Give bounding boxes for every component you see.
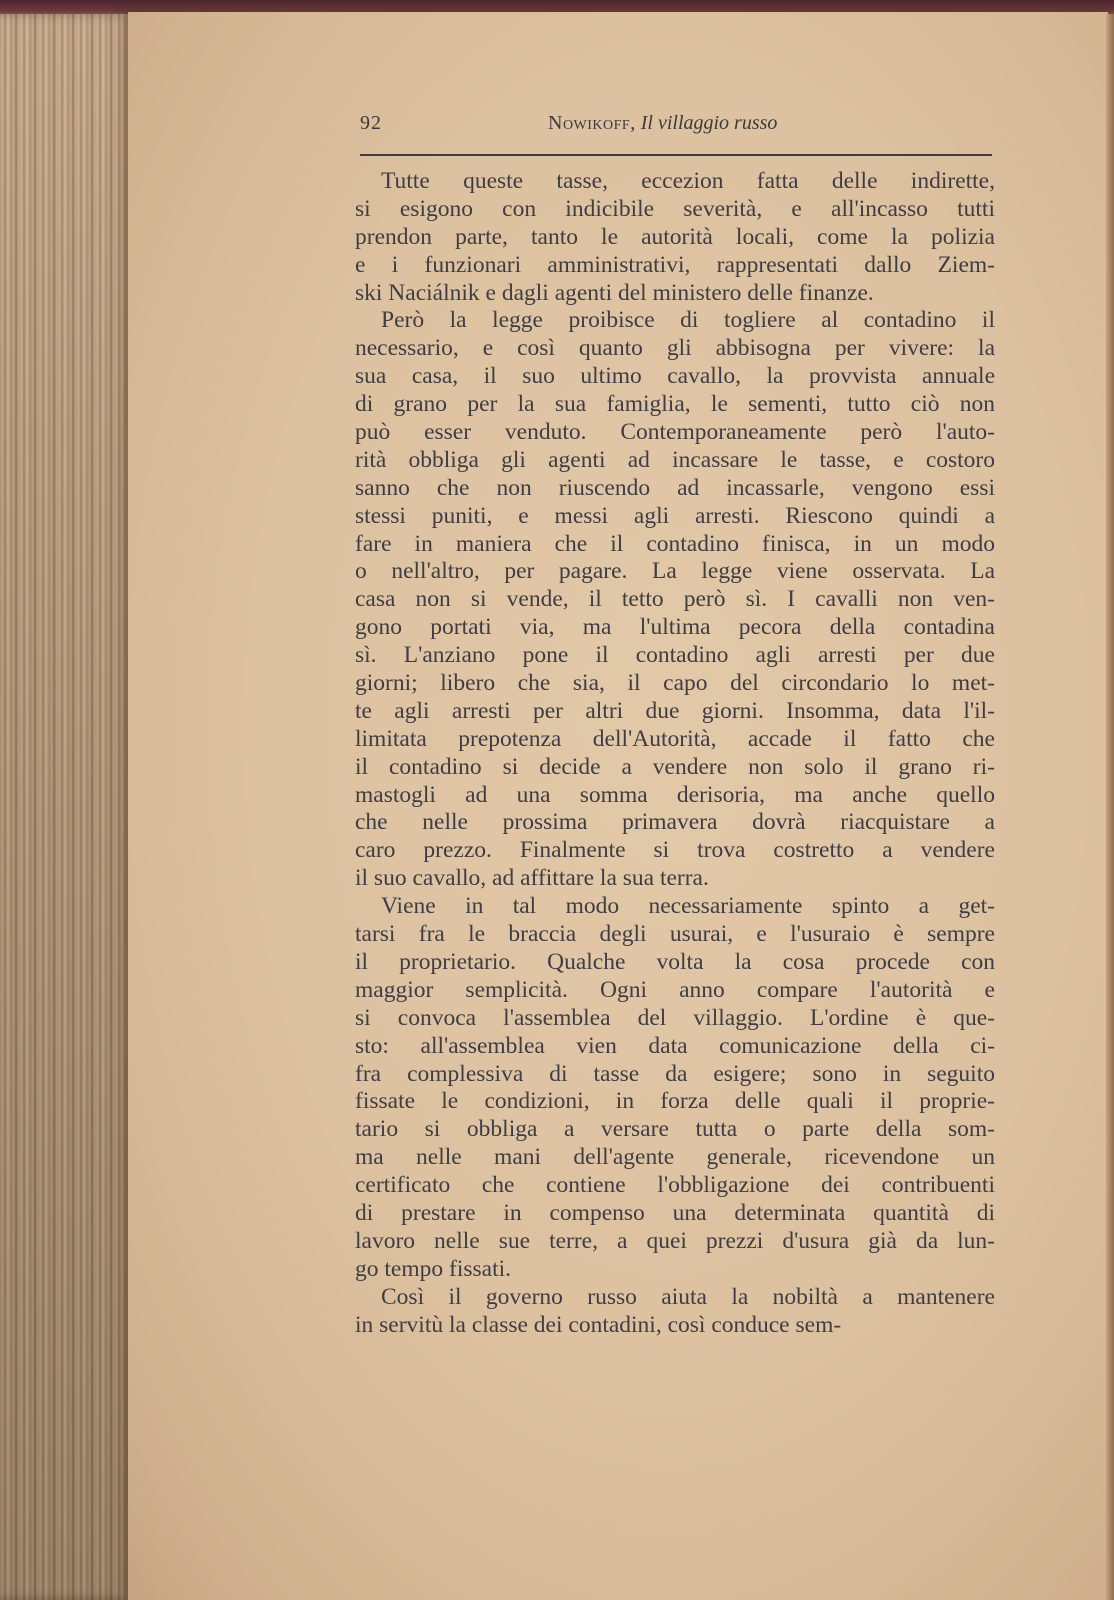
text-line: necessario, e così quanto gli abbisogna per vivere: la xyxy=(355,335,995,362)
text-line: sto: all'assemblea vien data comunicazione della ci- xyxy=(355,1032,995,1059)
text-line: casa non si vende, il tetto però sì. I cavalli non ven- xyxy=(355,586,995,613)
body-text xyxy=(355,168,995,1339)
text-line: e i funzionari amministrativi, rappresentati dallo Ziem- xyxy=(355,251,995,278)
text-line: ma nelle mani dell'agente generale, ricevendone un xyxy=(355,1144,995,1171)
text-line: tario si obbliga a versare tutta o parte della som- xyxy=(355,1116,995,1143)
text-line: giorni; libero che sia, il capo del circondario lo met- xyxy=(355,670,995,697)
text-line: Però la legge proibisce di togliere al contadino il xyxy=(381,307,995,334)
running-head xyxy=(548,112,777,135)
page-header xyxy=(360,108,990,138)
text-line: gono portati via, ma l'ultima pecora della contadina xyxy=(355,614,995,641)
text-line: mastogli ad una somma derisoria, ma anche quello xyxy=(355,781,995,808)
running-head-author: Nowikoff, xyxy=(548,112,636,134)
text-line: il contadino si decide a vendere non solo il grano ri- xyxy=(355,753,995,780)
text-line: caro prezzo. Finalmente si trova costretto a vendere xyxy=(355,837,995,864)
text-line: di grano per la sua famiglia, le sementi, tutto ciò non xyxy=(355,391,995,418)
text-line: sanno che non riuscendo ad incassarle, vengono essi xyxy=(355,474,995,501)
text-line: ski Naciálnik e dagli agenti del ministero delle finanze. xyxy=(355,279,874,306)
text-line: lavoro nelle sue terre, a quei prezzi d'usura già da lun- xyxy=(355,1227,995,1254)
text-line: Così il governo russo aiuta la nobiltà a mantenere xyxy=(381,1283,995,1310)
text-line: sì. L'anziano pone il contadino agli arresti per due xyxy=(355,642,995,669)
text-line: limitata prepotenza dell'Autorità, accade il fatto che xyxy=(355,725,995,752)
text-line: sua casa, il suo ultimo cavallo, la provvista annuale xyxy=(355,363,995,390)
text-line: o nell'altro, per pagare. La legge viene osservata. La xyxy=(355,558,995,585)
text-line: fissate le condizioni, in forza delle quali il proprie- xyxy=(355,1088,995,1115)
text-line: prendon parte, tanto le autorità locali, come la polizia xyxy=(355,223,995,250)
text-line: in servitù la classe dei contadini, così conduce sem- xyxy=(355,1311,842,1338)
page-number: 92 xyxy=(360,112,382,134)
text-line: tarsi fra le braccia degli usurai, e l'usuraio è sempre xyxy=(355,921,995,948)
text-line: stessi puniti, e messi agli arresti. Riescono quindi a xyxy=(355,502,995,529)
text-line: il proprietario. Qualche volta la cosa procede con xyxy=(355,948,995,975)
text-line: fare in maniera che il contadino finisca, in un modo xyxy=(355,530,995,557)
text-line: si convoca l'assemblea del villaggio. L'ordine è que- xyxy=(355,1004,995,1031)
header-rule xyxy=(360,154,992,156)
text-line: di prestare in compenso una determinata quantità di xyxy=(355,1199,995,1226)
text-line: Viene in tal modo necessariamente spinto a get- xyxy=(381,893,995,920)
text-line: il suo cavallo, ad affittare la sua terra. xyxy=(355,865,709,892)
stacked-page-edges xyxy=(0,14,140,1600)
text-line: go tempo fissati. xyxy=(355,1255,511,1282)
page-right-edge xyxy=(1106,14,1114,1600)
text-line: certificato che contiene l'obbligazione dei contribuenti xyxy=(355,1172,995,1199)
text-line: fra complessiva di tasse da esigere; sono in seguito xyxy=(355,1060,995,1087)
text-line: te agli arresti per altri due giorni. Insomma, data l'il- xyxy=(355,697,995,724)
running-head-title: Il villaggio russo xyxy=(640,112,778,134)
text-line: maggior semplicità. Ogni anno compare l'autorità e xyxy=(355,976,995,1003)
text-line: può esser venduto. Contemporaneamente però l'auto- xyxy=(355,419,995,446)
text-line: Tutte queste tasse, eccezion fatta delle indirette, xyxy=(381,168,995,194)
text-line: rità obbliga gli agenti ad incassare le tasse, e costoro xyxy=(355,446,995,473)
text-line: che nelle prossima primavera dovrà riacquistare a xyxy=(355,809,995,836)
text-line: si esigono con indicibile severità, e all'incasso tutti xyxy=(355,195,995,222)
